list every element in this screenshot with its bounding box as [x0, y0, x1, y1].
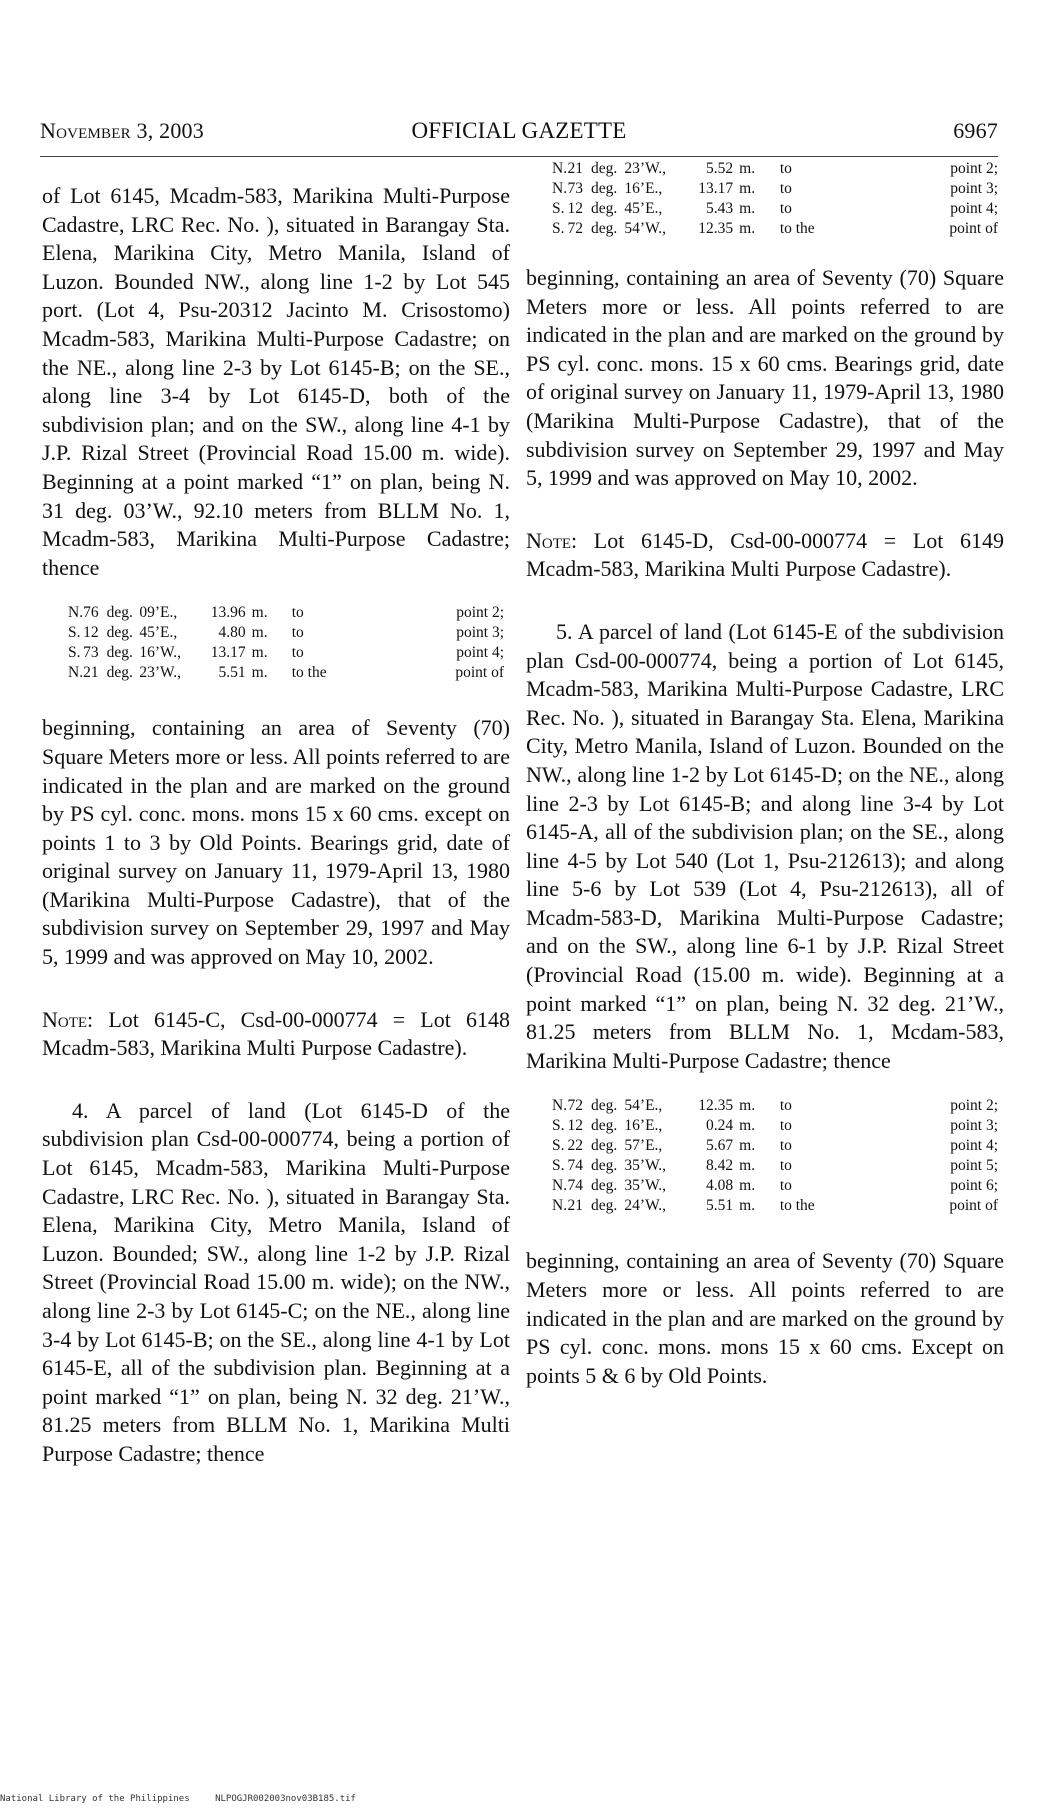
note-label: Note:	[42, 1006, 94, 1032]
bearing-deg: 74	[567, 1177, 583, 1195]
bearing-pt: point 6;	[950, 1177, 998, 1195]
bearing-w: deg.	[590, 1197, 618, 1215]
bearing-to: to	[779, 180, 792, 197]
bearing-to: to the	[779, 1197, 815, 1215]
bearing-min: 45’E.,	[624, 200, 663, 217]
bearing-dist: 4.80	[218, 624, 246, 642]
bearing-to: to	[779, 1097, 792, 1115]
bearing-unit: m.	[739, 220, 756, 237]
bearing-deg: 21	[83, 664, 99, 682]
bearing-dir: N.	[552, 1197, 568, 1215]
bearing-table-lot-6145d	[526, 160, 1004, 240]
bearing-min: 16’W.,	[139, 644, 181, 662]
bearing-w: deg.	[590, 1157, 618, 1175]
bearing-row	[42, 664, 510, 684]
bearing-dist: 8.42	[706, 1157, 734, 1175]
bearing-unit: m.	[739, 1197, 756, 1215]
bearing-unit: m.	[739, 1117, 756, 1135]
bearing-dir: N.	[552, 180, 568, 197]
bearing-dist: 13.96	[210, 604, 246, 622]
page-number: 6967	[953, 118, 998, 143]
bearing-dist: 5.43	[706, 200, 734, 217]
scan-footer	[0, 1794, 356, 1804]
bearing-unit: m.	[251, 604, 268, 622]
bearing-dist: 13.17	[210, 644, 246, 662]
bearing-dir: S.	[552, 220, 565, 237]
bearing-dir: S.	[68, 644, 81, 662]
bearing-w: deg.	[590, 1177, 618, 1195]
bearing-row	[526, 1157, 1004, 1177]
bearing-unit: m.	[739, 1137, 756, 1155]
bearing-w: deg.	[590, 220, 618, 237]
bearing-dist: 12.35	[698, 220, 734, 237]
scan-filename: NLPOGJR002003nov03B185.tif	[215, 1794, 356, 1804]
page-header	[40, 118, 998, 157]
bearing-dir: S.	[552, 1157, 565, 1175]
bearing-unit: m.	[739, 160, 756, 177]
bearing-to: to	[291, 644, 304, 662]
library-credit: National Library of the Philippines	[0, 1794, 190, 1804]
bearing-min: 16’E.,	[624, 1117, 663, 1135]
bearing-dir: S.	[552, 1117, 565, 1135]
bearing-dir: N.	[552, 160, 568, 177]
bearing-pt: point 3;	[456, 624, 504, 642]
bearing-to: to the	[291, 664, 327, 682]
lot-6145c-description: of Lot 6145, Mcadm-583, Marikina Multi-Purpose Cadastre, LRC Rec. No. ), situated in Barangay Sta. Elena, Marikina City, Metro Manila, Island of Luzon. Bounded NW., along line 1-2 by Lot 545 port. (Lot 4, Psu-20312 Jacinto M. Crisostomo) Mcadm-583, Marikina Multi-Purpose Cadastre; on the NE., along line 2-3 by Lot 6145-B; on the SE., along line 3-4 by Lot 6145-D, both of the subdivision plan; and on the SW., along line 4-1 by J.P. Rizal Street (Provincial Road 15.00 m. wide). Beginning at a point marked “1” on plan, being N. 31 deg. 03’W., 92.10 meters from BLLM No. 1, Mcadm-583, Marikina Multi-Purpose Cadastre; thence	[42, 183, 510, 580]
bearing-deg: 21	[567, 160, 583, 177]
bearing-pt: point 3;	[950, 1117, 998, 1135]
bearing-pt: point 4;	[950, 200, 998, 217]
bearing-dist: 5.51	[218, 664, 246, 682]
left-column	[42, 182, 510, 1469]
bearing-to: to the	[779, 220, 815, 237]
note-text: Lot 6145-C, Csd-00-000774 = Lot 6148 Mcadm-583, Marikina Multi Purpose Cadastre).	[42, 1006, 510, 1061]
bearing-table-lot-6145c	[42, 604, 510, 684]
bearing-deg: 76	[83, 604, 99, 622]
note-lot-6145c	[42, 1006, 510, 1063]
bearing-dir: N.	[552, 1177, 568, 1195]
bearing-dir: S.	[552, 1137, 565, 1155]
bearing-dir: S.	[68, 624, 81, 642]
bearing-min: 24’W.,	[624, 1197, 667, 1215]
bearing-row	[526, 220, 1004, 240]
bearing-deg: 73	[567, 180, 583, 197]
bearing-unit: m.	[739, 1157, 756, 1175]
bearing-pt: point 2;	[950, 1097, 998, 1115]
bearing-dist: 12.35	[698, 1097, 734, 1115]
bearing-w: deg.	[590, 1097, 618, 1115]
bearing-unit: m.	[251, 624, 268, 642]
bearing-min: 16’E.,	[624, 180, 663, 197]
bearing-w: deg.	[590, 1137, 618, 1155]
bearing-deg: 12	[567, 200, 583, 217]
bearing-row	[526, 180, 1004, 200]
issue-date: November 3, 2003	[40, 118, 204, 143]
bearing-min: 54’E.,	[624, 1097, 663, 1115]
bearing-dist: 0.24	[706, 1117, 734, 1135]
bearing-row	[42, 644, 510, 664]
bearing-w: deg.	[590, 180, 618, 197]
bearing-min: 35’W.,	[624, 1157, 667, 1175]
note-text: Lot 6145-D, Csd-00-000774 = Lot 6149 Mcadm-583, Marikina Multi Purpose Cadastre).	[526, 527, 1004, 582]
bearing-row	[526, 160, 1004, 180]
bearing-unit: m.	[251, 644, 268, 662]
parcel-4-description: 4. A parcel of land (Lot 6145-D of the subdivision plan Csd-00-000774, being a portion of Lot 6145, Mcadm-583, Marikina Multi-Purpose Cadastre, LRC Rec. No. ), situated in Barangay Sta. Elena, Marikina City, Metro Manila, Island of Luzon. Bounded; SW., along line 1-2 by J.P. Rizal Street (Provincial Road 15.00 m. wide); on the NW., along line 2-3 by Lot 6145-C; on the NE., along line 3-4 by Lot 6145-B; on the SE., along line 4-1 by Lot 6145-E, all of the subdivision plan. Beginning at a point marked “1” on plan, being N. 32 deg. 21’W., 81.25 meters from BLLM No. 1, Marikina Multi Purpose Cadastre; thence	[42, 1097, 510, 1466]
bearing-dist: 5.52	[706, 160, 734, 177]
parcel-5-description: 5. A parcel of land (Lot 6145-E of the subdivision plan Csd-00-000774, being a portion of Lot 6145, Mcadm-583, Marikina Multi-Purpose Cadastre, LRC Rec. No. ), situated in Barangay Sta. Elena, Marikina City, Metro Manila, Island of Luzon. Bounded on the NW., along line 1-2 by Lot 6145-D; on the NE., along line 2-3 by Lot 6145-B; and along line 3-4 by Lot 6145-A, all of the subdivision plan; on the SE., along line 4-5 by Lot 540 (Lot 1, Psu-212613); and along line 5-6 by Lot 539 (Lot 4, Psu-212613), all of Mcadm-583-D, Marikina Multi-Purpose Cadastre; and on the SW., along line 6-1 by J.P. Rizal Street (Provincial Road (15.00 m. wide). Beginning at a point marked “1” on plan, being N. 32 deg. 21’W., 81.25 meters from BLLM No. 1, Mcdam-583, Marikina Multi-Purpose Cadastre; thence	[526, 618, 1004, 1073]
bearing-pt: point of	[455, 664, 504, 682]
bearing-row	[42, 604, 510, 624]
bearing-row	[526, 1117, 1004, 1137]
bearing-deg: 22	[567, 1137, 583, 1155]
bearing-deg: 72	[567, 1097, 583, 1115]
bearing-row	[526, 200, 1004, 220]
bearing-dir: S.	[552, 200, 565, 217]
bearing-pt: point 4;	[950, 1137, 998, 1155]
bearing-unit: m.	[739, 180, 756, 197]
bearing-dist: 5.67	[706, 1137, 734, 1155]
lot-6145c-area-paragraph: beginning, containing an area of Seventy (70) Square Meters more or less. All points referred to are indicated in the plan and are marked on the ground by PS cyl. conc. mons. mons 15 x 60 cms. except on points 1 to 3 by Old Points. Bearings grid, date of original survey on January 11, 1979-April 13, 1980 (Marikina Multi-Purpose Cadastre), that of the subdivision survey on September 29, 1997 and May 5, 1999 and was approved on May 10, 2002.	[42, 715, 510, 970]
bearing-w: deg.	[590, 160, 618, 177]
bearing-pt: point of	[949, 1197, 998, 1215]
bearing-to: to	[779, 160, 792, 177]
bearing-to: to	[291, 624, 304, 642]
bearing-min: 23’W.,	[139, 664, 181, 682]
bearing-to: to	[291, 604, 304, 622]
bearing-min: 23’W.,	[624, 160, 667, 177]
bearing-to: to	[779, 200, 792, 217]
bearing-row	[526, 1097, 1004, 1117]
bearing-w: deg.	[106, 644, 133, 662]
bearing-min: 35’W.,	[624, 1177, 667, 1195]
bearing-unit: m.	[739, 200, 756, 217]
bearing-dir: N.	[68, 604, 84, 622]
bearing-unit: m.	[739, 1177, 756, 1195]
bearing-pt: point 2;	[950, 160, 998, 177]
bearing-row	[42, 624, 510, 644]
bearing-w: deg.	[590, 200, 618, 217]
note-lot-6145d	[526, 527, 1004, 584]
bearing-deg: 73	[83, 644, 99, 662]
bearing-w: deg.	[106, 624, 133, 642]
bearing-pt: point 4;	[456, 644, 504, 662]
bearing-to: to	[779, 1137, 792, 1155]
bearing-pt: point of	[949, 220, 998, 237]
bearing-w: deg.	[106, 664, 133, 682]
bearing-row	[526, 1197, 1004, 1217]
bearing-dist: 13.17	[698, 180, 734, 197]
bearing-deg: 21	[567, 1197, 583, 1215]
bearing-unit: m.	[251, 664, 268, 682]
bearing-table-lot-6145e	[526, 1097, 1004, 1217]
bearing-w: deg.	[106, 604, 133, 622]
lot-6145e-area-paragraph: beginning, containing an area of Seventy (70) Square Meters more or less. All points referred to are indicated in the plan and are marked on the ground by PS cyl. conc. mons. mons 15 x 60 cms. Except on points 5 & 6 by Old Points.	[526, 1248, 1004, 1388]
bearing-min: 54’W.,	[624, 220, 667, 237]
publication-title: OFFICIAL GAZETTE	[411, 118, 627, 143]
bearing-to: to	[779, 1157, 792, 1175]
bearing-deg: 74	[567, 1157, 583, 1175]
bearing-dist: 5.51	[706, 1197, 734, 1215]
note-label: Note:	[526, 527, 578, 553]
bearing-dir: N.	[552, 1097, 568, 1115]
bearing-deg: 12	[567, 1117, 583, 1135]
bearing-deg: 72	[567, 220, 583, 237]
bearing-deg: 12	[83, 624, 99, 642]
bearing-w: deg.	[590, 1117, 618, 1135]
bearing-min: 09’E.,	[139, 604, 178, 622]
right-column	[526, 160, 1004, 1390]
bearing-pt: point 5;	[950, 1157, 998, 1175]
bearing-min: 57’E.,	[624, 1137, 663, 1155]
bearing-pt: point 3;	[950, 180, 998, 197]
bearing-to: to	[779, 1117, 792, 1135]
bearing-dir: N.	[68, 664, 84, 682]
lot-6145d-area-paragraph: beginning, containing an area of Seventy (70) Square Meters more or less. All points referred to are indicated in the plan and are marked on the ground by PS cyl. conc. mons. 15 x 60 cms. Bearings grid, date of original survey on January 11, 1979-April 13, 1980 (Marikina Multi-Purpose Cadastre), that of the subdivision survey on September 29, 1997 and May 5, 1999 and was approved on May 10, 2002.	[526, 265, 1004, 491]
bearing-dist: 4.08	[706, 1177, 734, 1195]
bearing-unit: m.	[739, 1097, 756, 1115]
bearing-to: to	[779, 1177, 792, 1195]
bearing-min: 45’E.,	[139, 624, 178, 642]
bearing-row	[526, 1177, 1004, 1197]
bearing-row	[526, 1137, 1004, 1157]
bearing-pt: point 2;	[456, 604, 504, 622]
